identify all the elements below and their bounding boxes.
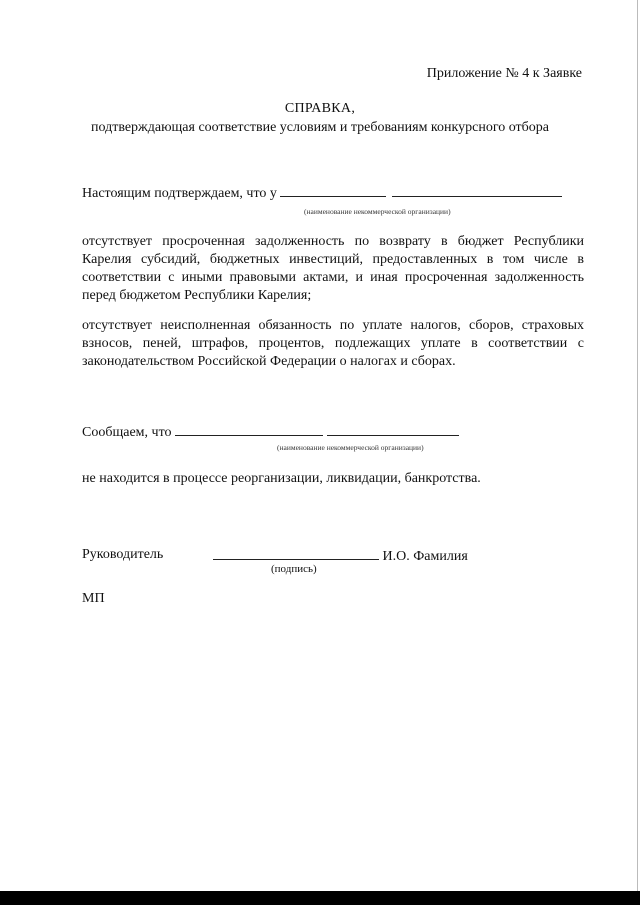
annex-label: Приложение № 4 к Заявке <box>426 66 582 81</box>
report-hint: (наименование некоммерческой организации) <box>277 443 424 452</box>
signature-blank <box>213 547 379 560</box>
organization-blank-1 <box>280 184 386 197</box>
head-label: Руководитель <box>82 547 164 562</box>
document-title: СПРАВКА, <box>284 101 356 116</box>
scan-edge <box>637 0 638 905</box>
signature-line <box>213 547 468 565</box>
scan-border <box>0 891 640 905</box>
paragraph-debt-budget: отсутствует просроченная задолженность по возврату в бюджет Республики Карелия субсидий, бюджетных инвестиций, предоставленных в том числе в соответствии с иными правовыми актами, и иная просроченная задолженность перед бюджетом Республики Карелия; <box>82 234 584 303</box>
confirm-hint: (наименование некоммерческой организации) <box>304 207 451 216</box>
organization-blank-3 <box>175 423 261 436</box>
paragraph-tax-obligations: отсутствует неисполненная обязанность по уплате налогов, сборов, страховых взносов, пеней, штрафов, процентов, подлежащих уплате в соответствии с законодательством Российской Федерации о налогах и сборах. <box>82 318 584 369</box>
confirm-prefix: Настоящим подтверждаем, что у <box>82 186 277 201</box>
stamp-label: МП <box>82 591 105 606</box>
signature-name: И.О. Фамилия <box>382 549 468 564</box>
report-line <box>82 423 459 441</box>
document-subtitle: подтверждающая соответствие условиям и требованиям конкурсного отбора <box>90 120 549 135</box>
confirm-line <box>82 184 562 202</box>
organization-blank-2 <box>392 184 562 197</box>
organization-blank-4 <box>261 423 323 436</box>
signature-hint: (подпись) <box>271 563 317 575</box>
paragraph-reorganization: не находится в процессе реорганизации, ликвидации, банкротства. <box>82 471 481 486</box>
report-prefix: Сообщаем, что <box>82 425 172 440</box>
organization-blank-5 <box>327 423 459 436</box>
